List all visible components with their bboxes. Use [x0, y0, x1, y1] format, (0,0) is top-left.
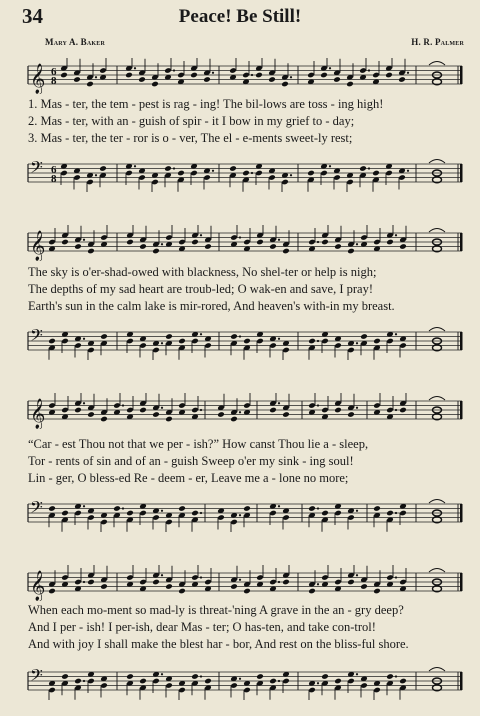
- lyric-line-2-3: Earth's sun in the calm lake is mir-rored, And heaven's with-in my breast.: [28, 299, 395, 313]
- composer-credit: H. R. Palmer: [411, 37, 464, 47]
- svg-text:8: 8: [51, 173, 57, 185]
- svg-text:𝄢: 𝄢: [30, 157, 43, 181]
- bass-staff-4: [0, 664, 480, 700]
- lyric-line-2-1: The sky is o'er-shad-owed with blackness, No shel-ter or help is nigh;: [28, 265, 377, 279]
- svg-text:6: 6: [51, 66, 57, 78]
- lyric-line-3-3: Lin - ger, O bless-ed Re - deem - er, Leave me a - lone no more;: [28, 471, 349, 485]
- svg-text:𝄢: 𝄢: [30, 325, 43, 349]
- svg-text:𝄞: 𝄞: [30, 571, 46, 601]
- treble-staff-3: [0, 393, 480, 429]
- hymn-title: Peace! Be Still!: [178, 6, 302, 27]
- treble-staff-2: [0, 225, 480, 261]
- treble-staff-4: [0, 565, 480, 601]
- svg-text:𝄢: 𝄢: [30, 497, 43, 521]
- bass-staff-2: [0, 324, 480, 360]
- lyric-line-1-2: 2. Mas - ter, with an - guish of spir - it I bow in my grief to - day;: [28, 114, 355, 128]
- svg-text:𝄞: 𝄞: [30, 231, 46, 261]
- svg-text:𝄢: 𝄢: [30, 665, 43, 689]
- lyric-line-3-2: Tor - rents of sin and of an - guish Sweep o'er my sink - ing soul!: [28, 454, 354, 468]
- hymn-number: 34: [22, 4, 43, 28]
- lyricist-credit: Mary A. Baker: [45, 37, 105, 47]
- bass-staff-1: [0, 156, 480, 192]
- lyric-line-4-3: And with joy I shall make the blest har - bor, And rest on the bliss-ful shore.: [28, 637, 409, 651]
- lyric-line-3-1: “Car - est Thou not that we per - ish?” How canst Thou lie a - sleep,: [28, 437, 369, 451]
- lyric-line-2-2: The depths of my sad heart are troub-led; O wak-en and save, I pray!: [28, 282, 374, 296]
- svg-text:𝄞: 𝄞: [30, 64, 46, 94]
- svg-text:8: 8: [51, 75, 57, 87]
- svg-text:𝄞: 𝄞: [30, 399, 46, 429]
- lyric-line-4-1: When each mo-ment so mad-ly is threat-'ning A grave in the an - gry deep?: [28, 603, 404, 617]
- lyric-line-1-3: 3. Mas - ter, the ter - ror is o - ver, The el - e-ments sweet-ly rest;: [28, 131, 353, 145]
- lyric-line-1-1: 1. Mas - ter, the tem - pest is rag - ing! The bil-lows are toss - ing high!: [28, 97, 384, 111]
- lyric-line-4-2: And I per - ish! I per-ish, dear Mas - ter; O has-ten, and take con-trol!: [28, 620, 376, 634]
- treble-staff-1: [0, 58, 480, 94]
- svg-text:6: 6: [51, 164, 57, 176]
- bass-staff-3: [0, 496, 480, 532]
